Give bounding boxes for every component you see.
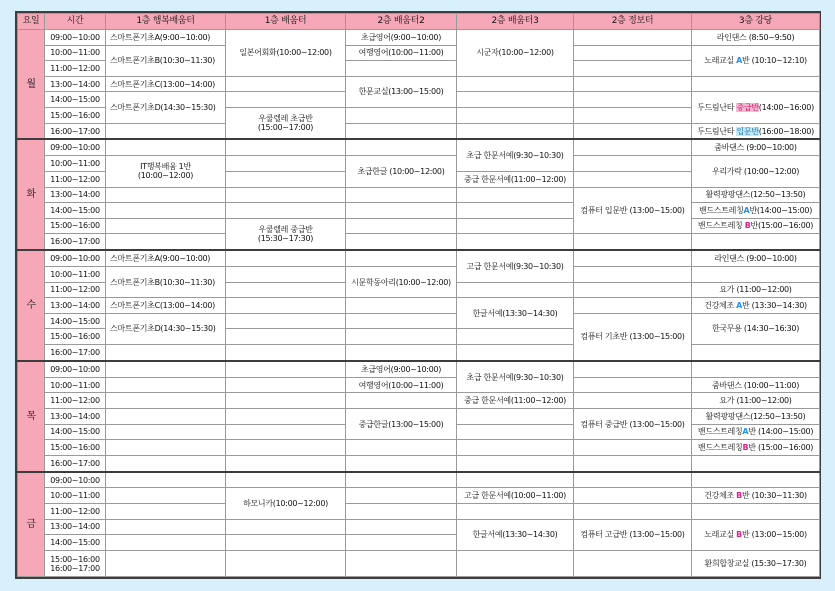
time-cell: 14:00~15:00 (45, 313, 106, 329)
class-cell: 한문교실(13:00~15:00) (346, 76, 457, 107)
empty-cell (106, 519, 226, 535)
empty-cell (574, 472, 692, 488)
class-level-mark: 중급반 (736, 102, 759, 112)
class-cell: 고급 한문서예(9:30~10:30) (457, 250, 574, 282)
schedule-table (17, 13, 820, 577)
class-level-mark: A (736, 301, 743, 311)
class-name: 밴드스트레칭 (698, 205, 744, 215)
time-cell: 11:00~12:00 (45, 393, 106, 409)
class-name: 두드림난타 (697, 102, 737, 112)
empty-cell (692, 345, 820, 361)
empty-cell (457, 408, 574, 424)
class-cell: 라인댄스 (9:00~10:00) (692, 250, 820, 266)
class-time: 반 (13:00~15:00) (741, 530, 807, 540)
class-cell: 중급 한문서예(11:00~12:00) (457, 393, 574, 409)
class-cell (692, 298, 820, 314)
class-level-mark: B (736, 530, 742, 540)
empty-cell (226, 408, 346, 424)
empty-cell (106, 424, 226, 440)
class-cell (692, 519, 820, 550)
empty-cell (106, 455, 226, 471)
class-name: 건강체조 (704, 301, 737, 311)
empty-cell (346, 345, 457, 361)
class-cell: 우쿨렐레 초급반 (15:00~17:00) (226, 107, 346, 139)
empty-cell (574, 61, 692, 77)
empty-cell (574, 156, 692, 172)
empty-cell (226, 377, 346, 393)
header-room-2f-info: 2층 정보터 (574, 14, 692, 30)
time-cell: 10:00~11:00 (45, 267, 106, 283)
header-room-3f-hall: 3층 강당 (692, 14, 820, 30)
class-cell: 활력팡팡댄스(12:50~13:50) (692, 408, 820, 424)
empty-cell (574, 282, 692, 298)
class-cell: IT행복배움 1반 (10:00~12:00) (106, 156, 226, 187)
empty-cell (346, 504, 457, 520)
empty-cell (457, 551, 574, 577)
empty-cell (457, 329, 574, 345)
empty-cell (106, 488, 226, 504)
empty-cell (106, 408, 226, 424)
empty-cell (226, 455, 346, 471)
class-cell: 일본어회화(10:00~12:00) (226, 30, 346, 77)
empty-cell (574, 551, 692, 577)
empty-cell (226, 361, 346, 377)
empty-cell (574, 267, 692, 283)
empty-cell (457, 187, 574, 203)
empty-cell (574, 234, 692, 250)
time-cell: 09:00~10:00 (45, 139, 106, 155)
class-cell: 스마트폰기초B(10:30~11:30) (106, 267, 226, 298)
class-time: (16:00~18:00) (758, 126, 814, 136)
empty-cell (457, 76, 574, 92)
empty-cell (574, 250, 692, 266)
empty-cell (457, 345, 574, 361)
class-cell: 초급영어(9:00~10:00) (346, 361, 457, 377)
class-cell: 중급 한문서예(11:00~12:00) (457, 171, 574, 187)
empty-cell (574, 298, 692, 314)
empty-cell (106, 203, 226, 219)
empty-cell (574, 123, 692, 139)
empty-cell (574, 139, 692, 155)
class-cell: 하모니카(10:00~12:00) (226, 488, 346, 519)
class-cell: 우쿨렐레 중급반 (15:30~17:30) (226, 218, 346, 250)
time-cell: 13:00~14:00 (45, 519, 106, 535)
empty-cell (457, 455, 574, 471)
empty-cell (226, 329, 346, 345)
empty-cell (106, 535, 226, 551)
class-cell: 줌바댄스 (10:00~11:00) (692, 377, 820, 393)
empty-cell (226, 345, 346, 361)
class-name: 밴드스트레칭 (697, 442, 743, 452)
empty-cell (346, 393, 457, 409)
empty-cell (574, 107, 692, 123)
time-cell: 15:00~16:00 (45, 440, 106, 456)
empty-cell (106, 361, 226, 377)
class-cell (692, 488, 820, 504)
empty-cell (692, 267, 820, 283)
time-cell: 09:00~10:00 (45, 250, 106, 266)
empty-cell (457, 123, 574, 139)
class-cell: 스마트폰기초D(14:30~15:30) (106, 313, 226, 344)
class-cell: 한국무용 (14:30~16:30) (692, 313, 820, 344)
class-cell: 초급 한문서예(9:30~10:30) (457, 361, 574, 393)
time-cell: 11:00~12:00 (45, 282, 106, 298)
class-cell: 시문학동아리(10:00~12:00) (346, 267, 457, 298)
empty-cell (574, 393, 692, 409)
class-cell: 스마트폰기초D(14:30~15:30) (106, 92, 226, 123)
empty-cell (346, 187, 457, 203)
empty-cell (692, 234, 820, 250)
empty-cell (346, 218, 457, 234)
empty-cell (226, 298, 346, 314)
empty-cell (346, 488, 457, 504)
empty-cell (106, 377, 226, 393)
class-time: 반 (10:10~12:10) (742, 56, 807, 66)
empty-cell (226, 282, 346, 298)
time-cell: 10:00~11:00 (45, 488, 106, 504)
time-cell: 09:00~10:00 (45, 361, 106, 377)
class-cell: 컴퓨터 고급반 (13:00~15:00) (574, 519, 692, 550)
class-cell: 여행영어(10:00~11:00) (346, 377, 457, 393)
header-day: 요일 (18, 14, 45, 30)
empty-cell (574, 361, 692, 377)
class-name: 건강체조 (704, 491, 737, 501)
header-room-1f: 1층 배움터 (226, 14, 346, 30)
class-cell: 스마트폰기초C(13:00~14:00) (106, 298, 226, 314)
empty-cell (346, 298, 457, 314)
empty-cell (226, 92, 346, 108)
class-cell: 초급한글 (10:00~12:00) (346, 156, 457, 187)
empty-cell (226, 440, 346, 456)
class-name: 노래교실 (704, 56, 737, 66)
time-cell: 15:00~16:00 (45, 329, 106, 345)
empty-cell (346, 203, 457, 219)
time-cell: 15:00~16:00 (45, 107, 106, 123)
empty-cell (346, 313, 457, 329)
empty-cell (346, 472, 457, 488)
time-cell: 14:00~15:00 (45, 92, 106, 108)
class-name: 두드림난타 (697, 126, 737, 136)
empty-cell (106, 504, 226, 520)
class-cell: 중급한글(13:00~15:00) (346, 408, 457, 439)
empty-cell (346, 551, 457, 577)
empty-cell (574, 440, 692, 456)
class-time: (14:00~16:00) (758, 102, 814, 112)
empty-cell (574, 377, 692, 393)
class-level-mark: B (742, 442, 749, 452)
header-room-2f-3: 2층 배움터3 (457, 14, 574, 30)
empty-cell (226, 139, 346, 155)
empty-cell (226, 424, 346, 440)
empty-cell (226, 267, 346, 283)
class-cell (692, 218, 820, 234)
time-cell: 15:00~16:00 16:00~17:00 (45, 551, 106, 577)
time-cell: 13:00~14:00 (45, 298, 106, 314)
class-time: 반 (13:30~14:30) (742, 301, 807, 311)
time-cell: 10:00~11:00 (45, 45, 106, 61)
empty-cell (346, 329, 457, 345)
empty-cell (346, 123, 457, 139)
empty-cell (692, 361, 820, 377)
class-level-mark: A (743, 205, 750, 215)
time-cell: 13:00~14:00 (45, 187, 106, 203)
time-cell: 11:00~12:00 (45, 61, 106, 77)
class-level-mark: 입문반 (736, 126, 759, 136)
empty-cell (457, 234, 574, 250)
class-cell: 컴퓨터 중급반 (13:00~15:00) (574, 408, 692, 439)
day-mon: 월 (18, 30, 45, 140)
class-cell: 컴퓨터 기초반 (13:00~15:00) (574, 313, 692, 361)
empty-cell (226, 250, 346, 266)
time-cell: 09:00~10:00 (45, 30, 106, 46)
class-cell: 스마트폰기초C(13:00~14:00) (106, 76, 226, 92)
class-cell (692, 424, 820, 440)
time-cell: 09:00~10:00 (45, 472, 106, 488)
class-level-mark: B (736, 491, 742, 501)
empty-cell (457, 282, 574, 298)
class-cell: 요가 (11:00~12:00) (692, 393, 820, 409)
header-row (18, 14, 820, 30)
empty-cell (457, 440, 574, 456)
empty-cell (346, 234, 457, 250)
class-cell: 여행영어(10:00~11:00) (346, 45, 457, 61)
class-cell (692, 92, 820, 123)
class-time: 반 (10:30~11:30) (741, 491, 807, 501)
empty-cell (106, 187, 226, 203)
time-cell: 15:00~16:00 (45, 218, 106, 234)
class-time: 반 (15:00~16:00) (748, 442, 814, 452)
empty-cell (457, 218, 574, 234)
empty-cell (457, 504, 574, 520)
empty-cell (574, 488, 692, 504)
class-cell: 스마트폰기초A(9:00~10:00) (106, 250, 226, 266)
class-cell: 한글서예(13:30~14:30) (457, 298, 574, 329)
empty-cell (457, 424, 574, 440)
header-time: 시간 (45, 14, 106, 30)
class-name: 노래교실 (704, 530, 737, 540)
empty-cell (106, 218, 226, 234)
class-cell: 스마트폰기초B(10:30~11:30) (106, 45, 226, 76)
empty-cell (226, 313, 346, 329)
empty-cell (226, 535, 346, 551)
time-cell: 14:00~15:00 (45, 203, 106, 219)
empty-cell (692, 472, 820, 488)
empty-cell (106, 440, 226, 456)
empty-cell (457, 203, 574, 219)
class-cell: 스마트폰기초A(9:00~10:00) (106, 30, 226, 46)
empty-cell (106, 234, 226, 250)
time-cell: 10:00~11:00 (45, 377, 106, 393)
day-thu: 목 (18, 361, 45, 472)
empty-cell (226, 551, 346, 577)
class-cell: 초급 한문서예(9:30~10:30) (457, 139, 574, 171)
time-cell: 13:00~14:00 (45, 408, 106, 424)
empty-cell (226, 156, 346, 172)
day-tue: 화 (18, 139, 45, 250)
class-cell: 요가 (11:00~12:00) (692, 282, 820, 298)
empty-cell (346, 535, 457, 551)
class-level-mark: B (744, 221, 751, 231)
class-level-mark: A (736, 56, 743, 66)
header-room-2f-2: 2층 배움터2 (346, 14, 457, 30)
time-cell: 16:00~17:00 (45, 345, 106, 361)
class-cell (692, 45, 820, 76)
empty-cell (346, 455, 457, 471)
class-name: 밴드스트레칭 (697, 221, 745, 231)
empty-cell (226, 472, 346, 488)
empty-cell (574, 455, 692, 471)
empty-cell (457, 107, 574, 123)
class-cell: 고급 한문서예(10:00~11:00) (457, 488, 574, 504)
class-cell: 초급영어(9:00~10:00) (346, 30, 457, 46)
empty-cell (346, 139, 457, 155)
time-cell: 16:00~17:00 (45, 455, 106, 471)
empty-cell (692, 455, 820, 471)
empty-cell (574, 171, 692, 187)
empty-cell (692, 504, 820, 520)
empty-cell (574, 45, 692, 61)
schedule-sheet (15, 11, 821, 579)
empty-cell (226, 393, 346, 409)
class-cell: 우리가락 (10:00~12:00) (692, 156, 820, 187)
empty-cell (574, 76, 692, 92)
time-cell: 10:00~11:00 (45, 156, 106, 172)
empty-cell (226, 519, 346, 535)
class-time: 반(14:00~15:00) (749, 205, 813, 215)
time-cell: 16:00~17:00 (45, 234, 106, 250)
empty-cell (574, 504, 692, 520)
empty-cell (457, 92, 574, 108)
class-cell (692, 203, 820, 219)
empty-cell (226, 76, 346, 92)
header-room-1f-happy: 1층 행복배움터 (106, 14, 226, 30)
empty-cell (692, 76, 820, 92)
time-cell: 14:00~15:00 (45, 535, 106, 551)
time-cell: 11:00~12:00 (45, 504, 106, 520)
class-level-mark: A (742, 427, 749, 437)
empty-cell (226, 171, 346, 187)
time-cell: 13:00~14:00 (45, 76, 106, 92)
empty-cell (106, 345, 226, 361)
time-cell: 11:00~12:00 (45, 171, 106, 187)
time-cell: 14:00~15:00 (45, 424, 106, 440)
empty-cell (106, 551, 226, 577)
class-cell: 시군자(10:00~12:00) (457, 30, 574, 77)
empty-cell (106, 472, 226, 488)
class-cell: 라인댄스 (8:50~9:50) (692, 30, 820, 46)
time-cell: 16:00~17:00 (45, 123, 106, 139)
empty-cell (106, 139, 226, 155)
class-cell (692, 440, 820, 456)
class-cell: 환희합창교실 (15:30~17:30) (692, 551, 820, 577)
empty-cell (346, 250, 457, 266)
day-wed: 수 (18, 250, 45, 361)
empty-cell (346, 519, 457, 535)
class-cell: 활력팡팡댄스(12:50~13:50) (692, 187, 820, 203)
empty-cell (106, 123, 226, 139)
class-cell: 줌바댄스 (9:00~10:00) (692, 139, 820, 155)
empty-cell (457, 472, 574, 488)
class-cell: 한글서예(13:30~14:30) (457, 519, 574, 550)
empty-cell (346, 107, 457, 123)
class-cell (692, 123, 820, 139)
empty-cell (574, 92, 692, 108)
empty-cell (574, 30, 692, 46)
empty-cell (226, 203, 346, 219)
empty-cell (346, 61, 457, 77)
empty-cell (226, 187, 346, 203)
day-fri: 금 (18, 472, 45, 577)
class-time: 반(15:00~16:00) (750, 221, 814, 231)
class-cell: 컴퓨터 입문반 (13:00~15:00) (574, 187, 692, 234)
class-time: 반 (14:00~15:00) (748, 427, 814, 437)
class-name: 밴드스트레칭 (697, 427, 743, 437)
empty-cell (346, 440, 457, 456)
empty-cell (106, 393, 226, 409)
